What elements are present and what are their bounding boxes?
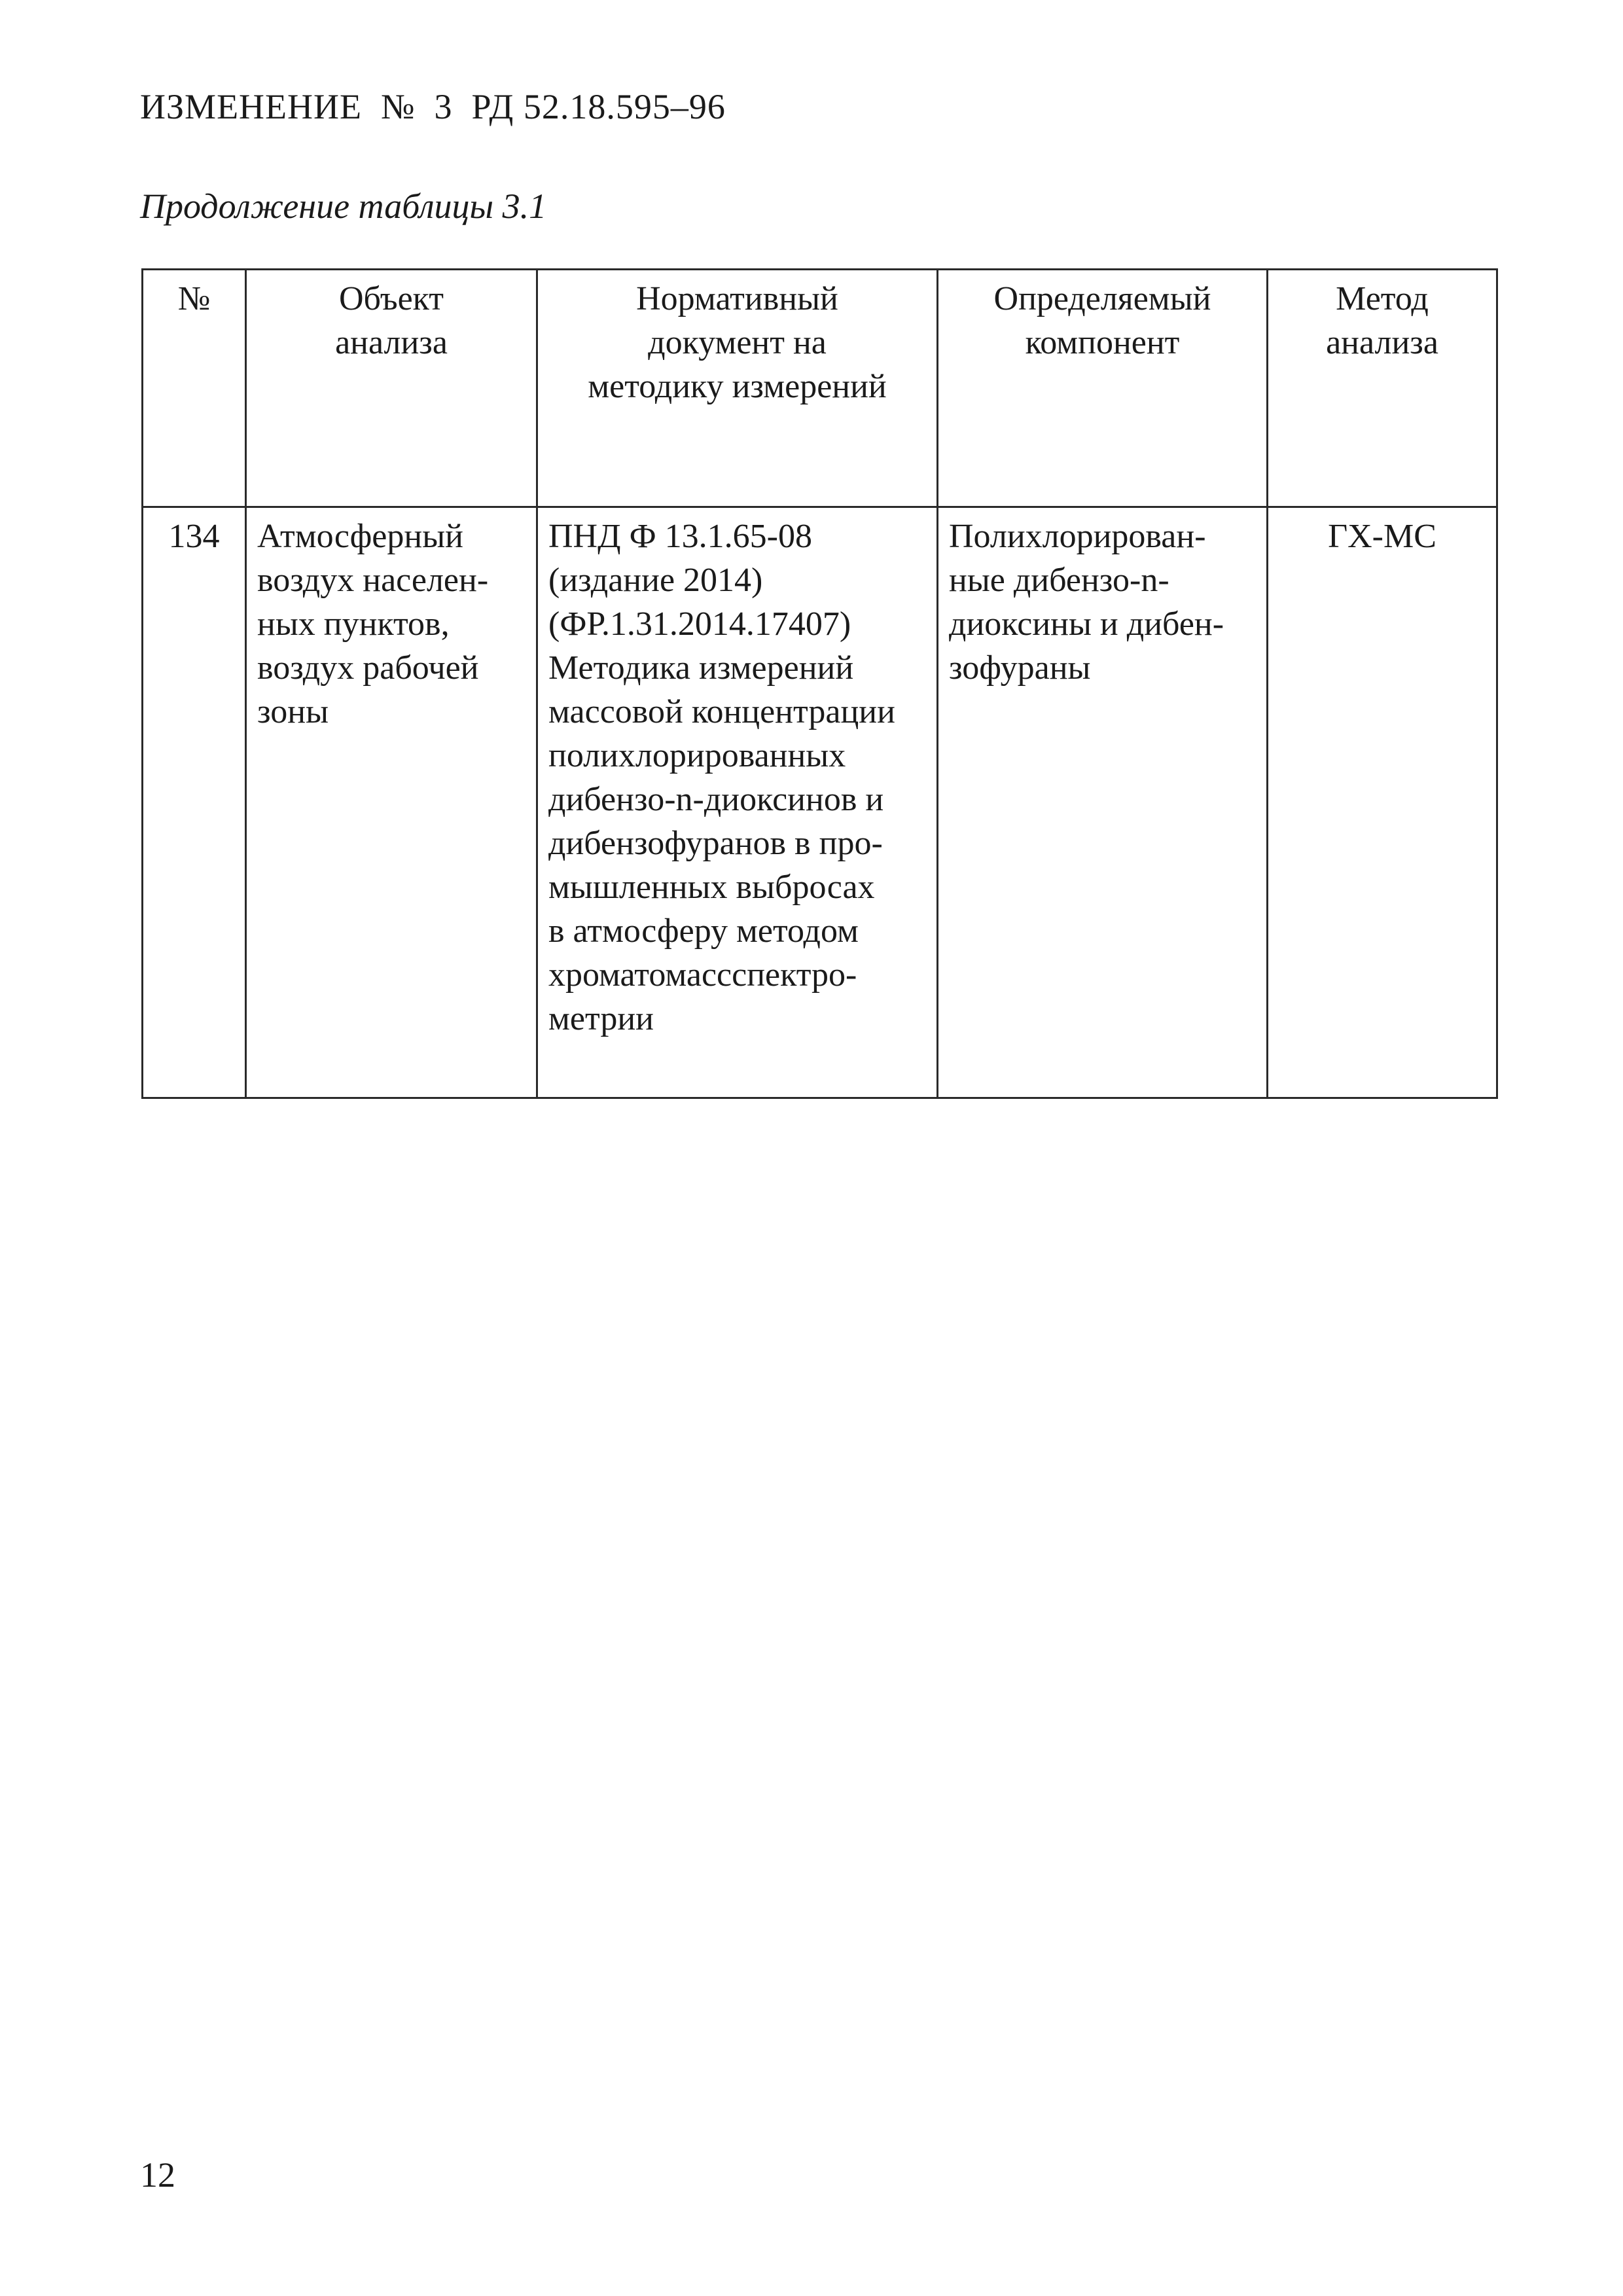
table-caption: Продолжение таблицы 3.1	[140, 187, 547, 226]
document-line: ПНД Ф 13.1.65-08	[548, 518, 812, 555]
column-header-number	[143, 270, 246, 507]
component-line: диоксины и дибен-	[949, 605, 1224, 643]
header-line: документ на	[648, 324, 827, 361]
document-line: дибензофуранов в про-	[548, 825, 883, 862]
page-number: 12	[140, 2155, 175, 2195]
cell-method	[1268, 507, 1497, 1098]
component-line: Полихлорирован-	[949, 518, 1206, 555]
document-line: хроматомассспектро-	[548, 956, 857, 994]
document-line: мышленных выбросах	[548, 869, 875, 906]
cell-object	[246, 507, 537, 1098]
header-line: Определяемый	[993, 280, 1211, 317]
row-number: 134	[168, 518, 220, 555]
object-line: воздух населен-	[257, 562, 489, 599]
header-line: компонент	[1025, 324, 1180, 361]
document-line: (ФР.1.31.2014.17407)	[548, 605, 851, 643]
data-table	[141, 268, 1498, 1099]
header-line: Нормативный	[636, 280, 838, 317]
header-line: методику измерений	[588, 368, 887, 405]
object-line: зоны	[257, 693, 329, 730]
document-line: в атмосферу методом	[548, 912, 859, 950]
document-line: дибензо-n-диоксинов и	[548, 781, 884, 818]
document-header: ИЗМЕНЕНИЕ № 3 РД 52.18.595–96	[140, 87, 726, 126]
cell-component	[938, 507, 1268, 1098]
table-header-row	[143, 270, 1497, 507]
header-line: анализа	[1326, 324, 1438, 361]
header-line: анализа	[335, 324, 448, 361]
component-line: зофураны	[949, 649, 1091, 687]
column-header-object	[246, 270, 537, 507]
cell-number	[143, 507, 246, 1098]
header-line: №	[177, 280, 211, 317]
component-line: ные дибензо-n-	[949, 562, 1169, 599]
method-value: ГХ-МС	[1328, 518, 1436, 555]
column-header-document	[537, 270, 938, 507]
document-line: (издание 2014)	[548, 562, 763, 599]
column-header-component	[938, 270, 1268, 507]
document-line: метрии	[548, 1000, 654, 1037]
document-line: массовой концентрации	[548, 693, 895, 730]
header-line: Объект	[339, 280, 444, 317]
object-line: ных пунктов,	[257, 605, 450, 643]
document-line: полихлорированных	[548, 737, 846, 774]
object-line: воздух рабочей	[257, 649, 479, 687]
header-line: Метод	[1336, 280, 1429, 317]
document-line: Методика измерений	[548, 649, 854, 687]
cell-document	[537, 507, 938, 1098]
column-header-method	[1268, 270, 1497, 507]
table-row	[143, 507, 1497, 1098]
object-line: Атмосферный	[257, 518, 463, 555]
